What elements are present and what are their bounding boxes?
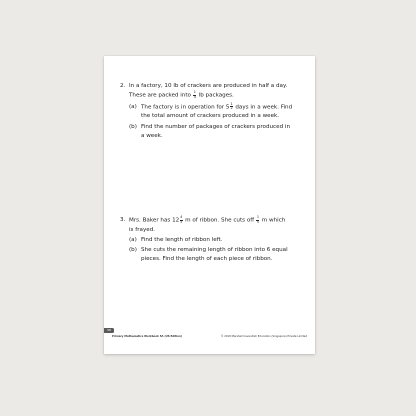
part-text: She cuts the remaining length of ribbon into 6 equal xyxy=(141,246,288,253)
part-b xyxy=(129,123,301,141)
part-a xyxy=(129,236,301,245)
question-2 xyxy=(120,82,301,141)
part-label: (a) xyxy=(129,103,137,110)
fraction: $\frac{4}{5}$ xyxy=(180,215,183,224)
part-text: the total amount of crackers produced in a week. xyxy=(141,113,280,120)
question-3 xyxy=(120,216,301,264)
part-b xyxy=(129,246,301,264)
part-text: Find the number of packages of crackers produced in xyxy=(141,124,290,131)
page-footer xyxy=(104,328,315,340)
part-a xyxy=(129,103,301,122)
question-text: is frayed. xyxy=(129,226,156,233)
question-text: These are packed into $\frac{1}{4}$ lb packages. xyxy=(129,90,234,99)
fraction: $\frac{1}{5}$ xyxy=(256,215,260,224)
part-text: a week. xyxy=(141,133,163,140)
fraction: $\frac{1}{2}$ xyxy=(230,101,233,111)
part-label: (a) xyxy=(129,236,137,243)
part-text: Find the length of ribbon left. xyxy=(141,236,223,243)
part-text: pieces. Find the length of each piece of ribbon. xyxy=(141,255,273,262)
question-text: Mrs. Baker has 12 $\frac{4}{5}$ m of ribbon. She cuts off $\frac{1}{5}$ m which xyxy=(129,215,286,224)
question-text: In a factory, 10 lb of crackers are produced in half a day. xyxy=(129,83,288,89)
part-label: (b) xyxy=(129,124,137,131)
workbook-page xyxy=(104,56,315,354)
question-number: 3. xyxy=(120,217,126,223)
fraction: $\frac{1}{4}$ xyxy=(193,90,196,99)
question-body xyxy=(129,216,301,264)
book-title: Primary Mathematics Workbook 5A (US Edition) xyxy=(112,335,182,338)
page-number: 58 xyxy=(104,328,114,333)
part-label: (b) xyxy=(129,246,137,253)
question-number: 2. xyxy=(120,83,126,89)
copyright-notice: © 2018 Marshall Cavendish Education (Singapore) Private Limited xyxy=(220,335,307,338)
part-text: The factory is in operation for 5 $\frac{1}{2}$ days in a week. Find xyxy=(141,101,293,111)
question-body xyxy=(129,82,301,141)
